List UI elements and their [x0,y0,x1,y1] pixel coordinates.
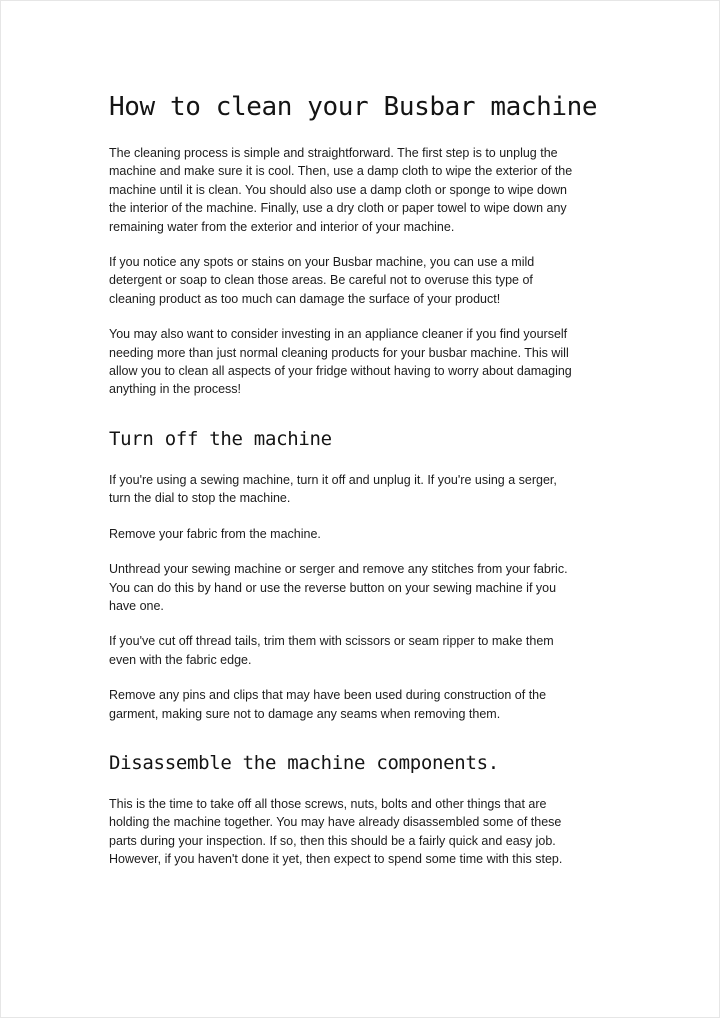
section-paragraph: This is the time to take off all those screws, nuts, bolts and other things that are holding the machine together. You may have already disassembled some of these parts during your inspection. If so, then this should be a fairly quick and easy job. However, if you haven't done it yet, then expect to spend some time with this step. [109,796,563,867]
intro-paragraph: If you notice any spots or stains on your Busbar machine, you can use a mild detergent or soap to clean those areas. Be careful not to overuse this type of cleaning product as too much can damage the surface of your product! [109,255,535,306]
document-content [109,87,614,886]
section-heading-disassemble: Disassemble the machine components. [109,751,499,774]
section-paragraph: Remove your fabric from the machine. [109,526,321,541]
section-heading-turn-off: Turn off the machine [109,427,332,450]
page-title: How to clean your Busbar machine [109,92,598,122]
section-paragraph: If you're using a sewing machine, turn it off and unplug it. If you're using a serger, turn the dial to stop the machine. [109,472,557,506]
intro-paragraph: The cleaning process is simple and straightforward. The first step is to unplug the machine and make sure it is cool. Then, use a damp cloth to wipe the exterior of the machine until it is clean. You should also use a damp cloth or sponge to wipe down the interior of the machine. Finally, use a dry cloth or paper towel to wipe down any remaining water from the exterior and interior of your machine. [109,146,573,234]
section-paragraph: If you've cut off thread tails, trim them with scissors or seam ripper to make them even with the fabric edge. [109,634,554,667]
section-paragraph: Remove any pins and clips that may have been used during construction of the garment, making sure not to damage any seams when removing them. [109,688,547,721]
section-paragraph: Unthread your sewing machine or serger and remove any stitches from your fabric. You can do this by hand or use the reverse button on your sewing machine if you have one. [109,562,568,613]
intro-paragraph: You may also want to consider investing in an appliance cleaner if you find yourself needing more than just normal cleaning products for your busbar machine. This will allow you to clean all aspects of your fridge without having to worry about damaging anything in the process! [109,327,572,397]
